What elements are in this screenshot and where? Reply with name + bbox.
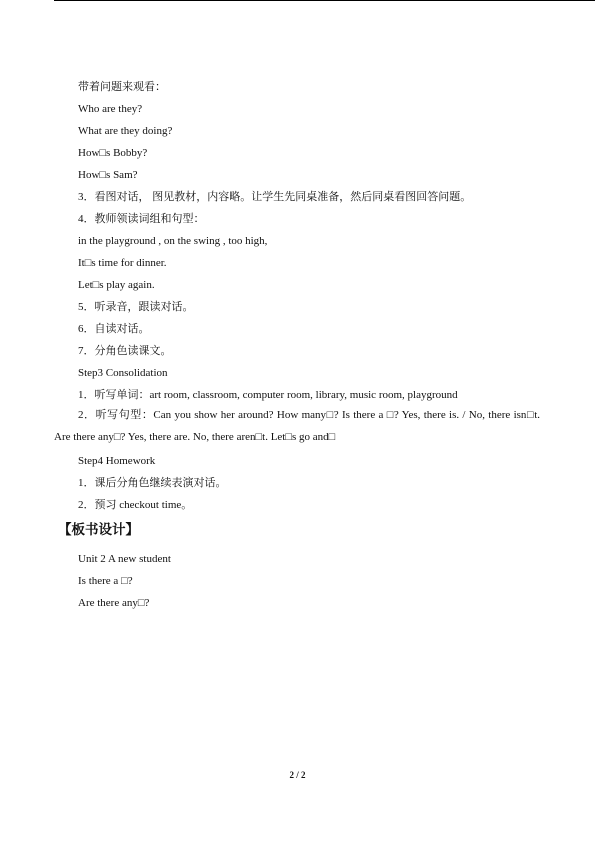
text-line: Let□s play again. (78, 279, 155, 291)
text-line: 4．教师领读词组和句型： (78, 213, 205, 225)
text-line: How□s Bobby? (78, 147, 148, 159)
text-line: Who are they? (78, 103, 143, 115)
text-line: 3．看图对话， 图见教材，内容略。让学生先同桌准备，然后同桌看图回答问题。 (78, 191, 472, 203)
text-line: 2．预习 checkout time。 (78, 499, 193, 511)
text-line: 6．自读对话。 (78, 323, 150, 335)
step-heading: Step4 Homework (78, 455, 156, 467)
page-number: 2 / 2 (289, 770, 306, 780)
section-heading: 【板书设计】 (58, 522, 139, 538)
text-line: 1．课后分角色继续表演对话。 (78, 477, 227, 489)
text-line: 1．听写单词：art room, classroom, computer room, library, music room, playground (78, 389, 458, 401)
board-line: Is there a □? (78, 575, 133, 587)
text-line: It□s time for dinner. (78, 257, 167, 269)
step-heading: Step3 Consolidation (78, 367, 168, 379)
dictation-paragraph: 2．听写句型：Can you show her around? How many□? Is there a □? Yes, there is. / No, there isn□t. Are there any□? Yes, there are. No, there aren□t. Let□s go and□ (54, 409, 540, 443)
text-line: What are they doing? (78, 125, 173, 137)
text-line: 5．听录音，跟读对话。 (78, 301, 194, 313)
text-line: 7．分角色读课文。 (78, 345, 172, 357)
board-line: Unit 2 A new student (78, 553, 171, 565)
text-line: in the playground , on the swing , too high, (78, 235, 268, 247)
text-line: 带着问题来观看： (78, 81, 166, 93)
header-rule (54, 0, 595, 1)
text-line: How□s Sam? (78, 169, 138, 181)
board-line: Are there any□? (78, 597, 150, 609)
